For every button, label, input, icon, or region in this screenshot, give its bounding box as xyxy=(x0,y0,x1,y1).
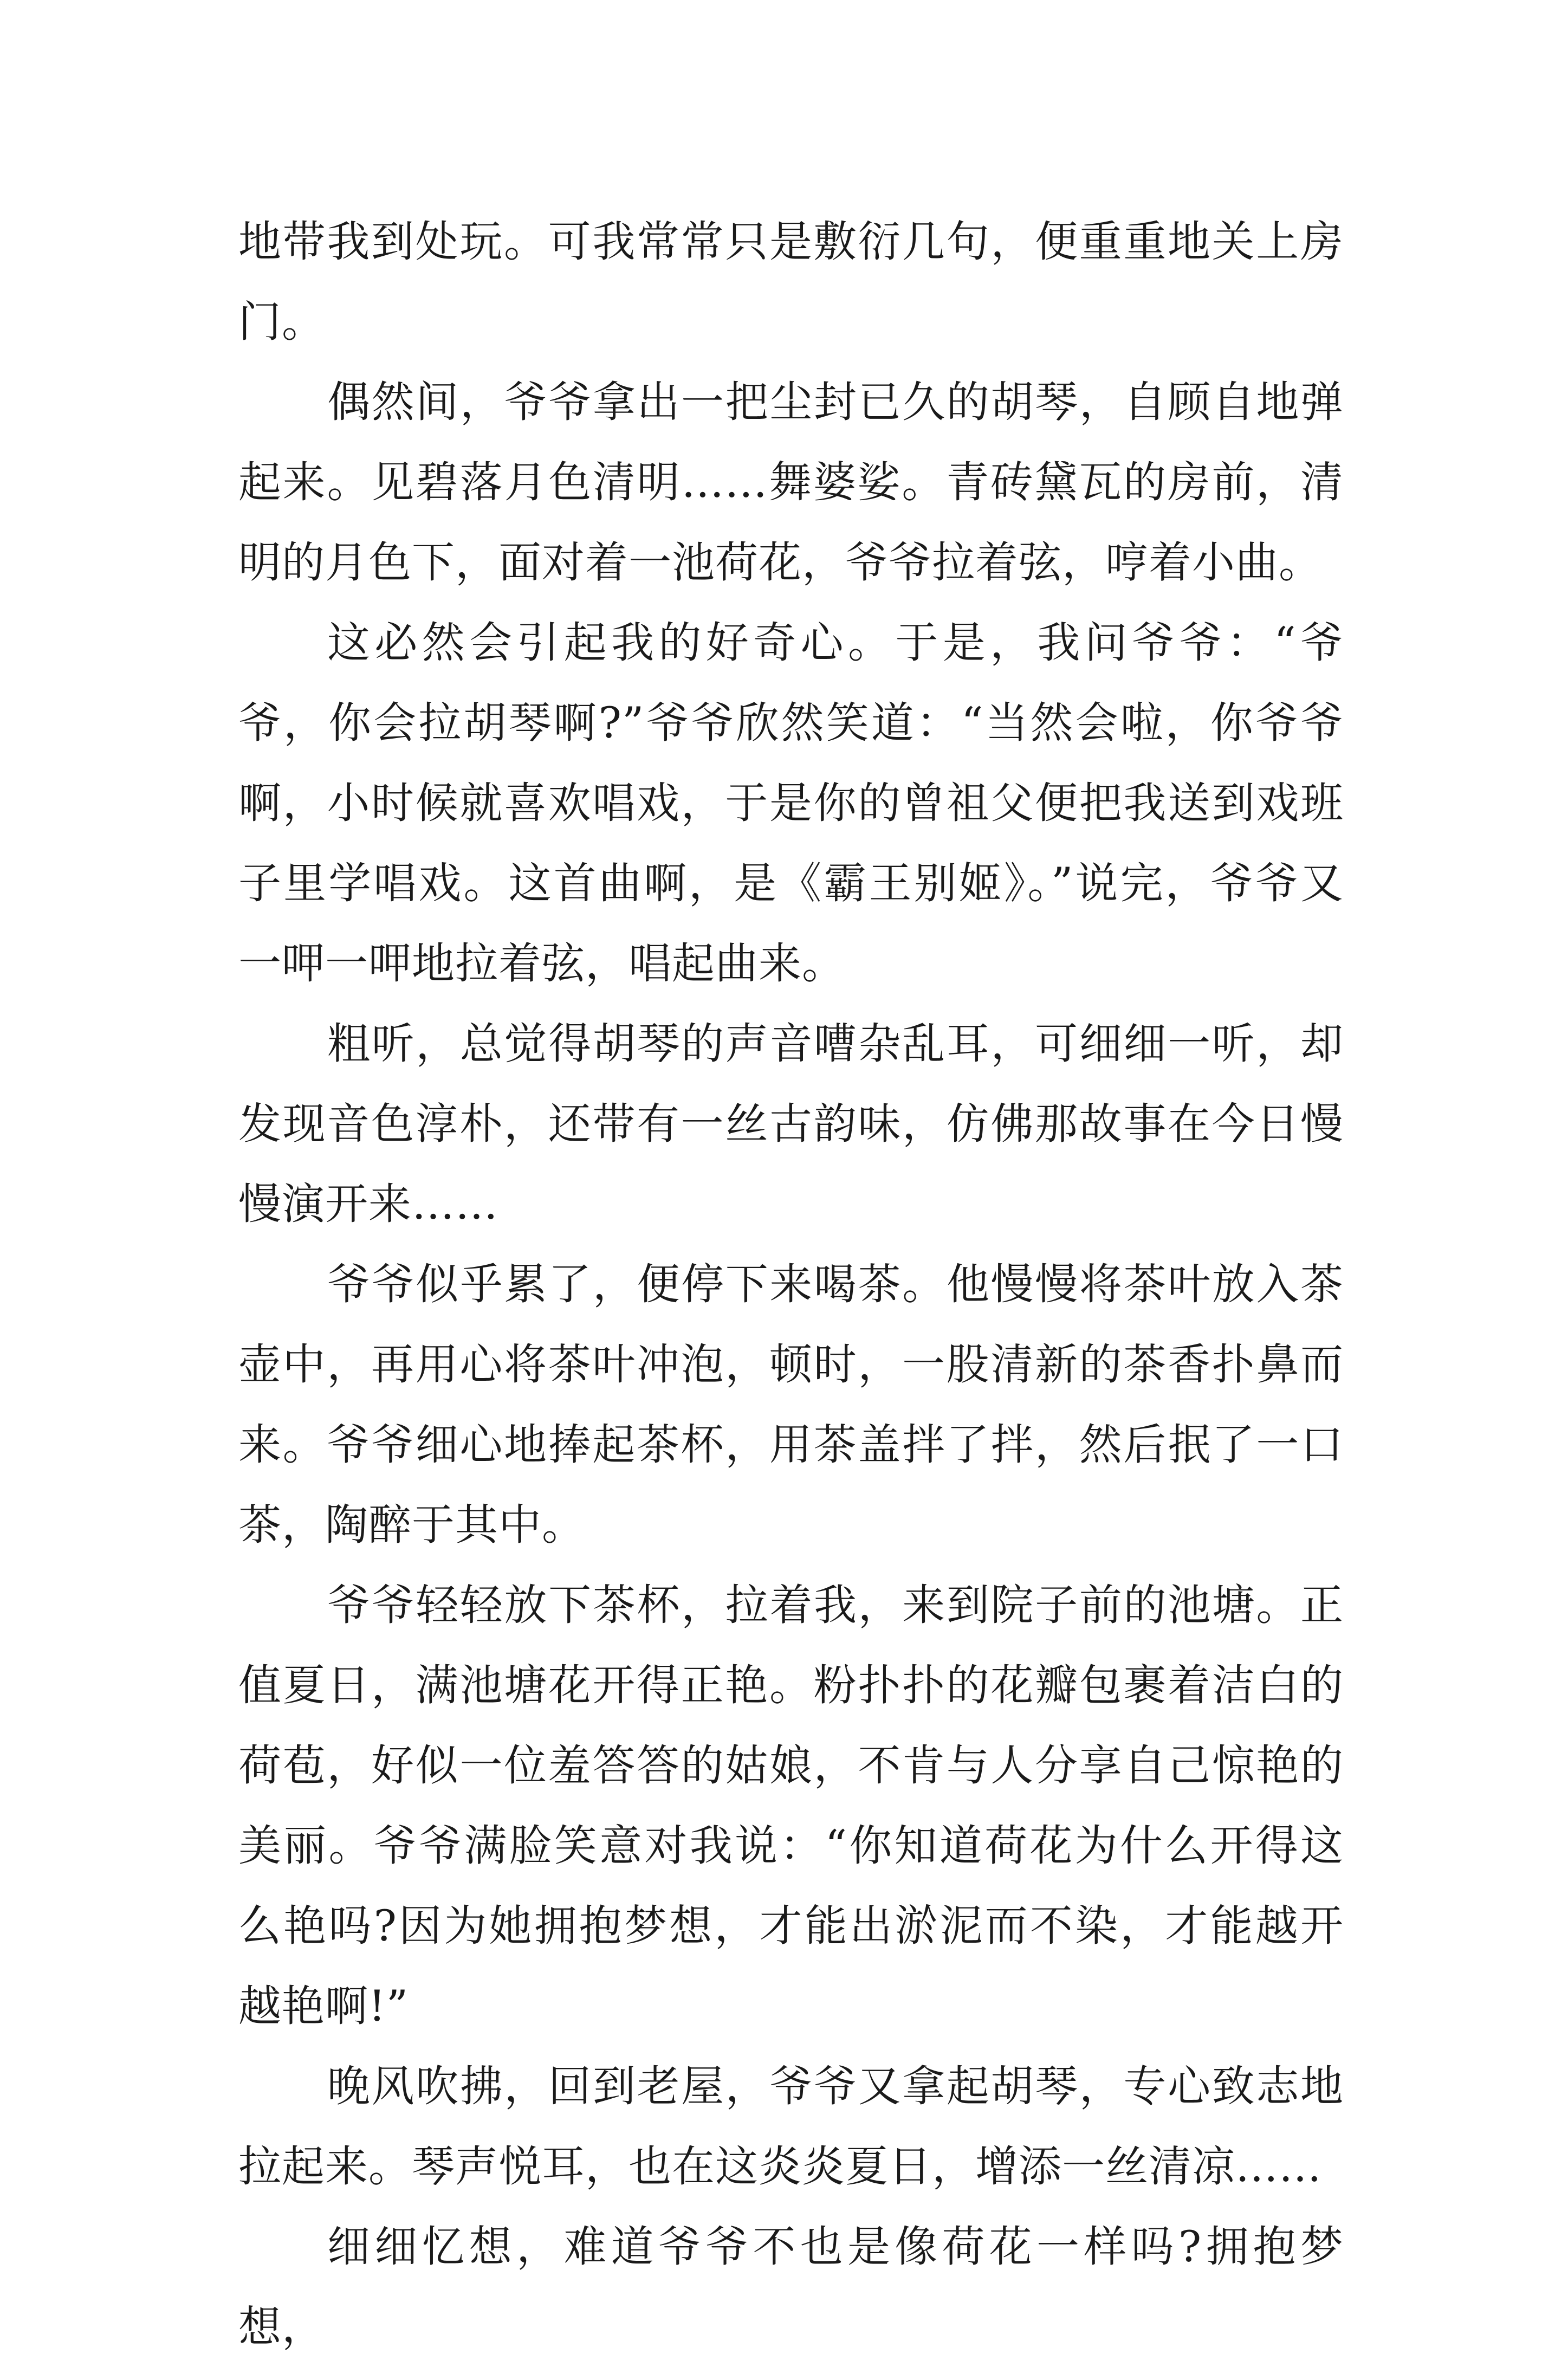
paragraph-reflection: 细细忆想，难道爷爷不也是像荷花一样吗?拥抱梦想， xyxy=(238,2222,1344,2352)
paragraph-evening: 晚风吹拂，回到老屋，爷爷又拿起胡琴，专心致志地拉起来。琴声悦耳，也在这炎炎夏日，增添一丝清凉…… xyxy=(238,2061,1344,2191)
paragraph-pond: 爷爷轻轻放下茶杯，拉着我，来到院子前的池塘。正值夏日，满池塘花开得正艳。粉扑扑的花瓣包裹着洁白的荷苞，好似一位羞答答的姑娘，不肯与人分享自己惊艳的美丽。爷爷满脸笑意对我说：“你知道荷花为什么开得这么艳吗?因为她拥抱梦想，才能出淤泥而不染，才能越开越艳啊!” xyxy=(238,1580,1344,2031)
article-body xyxy=(238,202,1344,2367)
paragraph-continued: 地带我到处玩。可我常常只是敷衍几句，便重重地关上房门。 xyxy=(238,217,1344,347)
paragraph-huqin-intro: 偶然间，爷爷拿出一把尘封已久的胡琴，自顾自地弹起来。见碧落月色清明……舞婆娑。青砖黛瓦的房前，清明的月色下，面对着一池荷花，爷爷拉着弦，哼着小曲。 xyxy=(238,377,1344,587)
paragraph-curiosity: 这必然会引起我的好奇心。于是，我问爷爷：“爷爷，你会拉胡琴啊?”爷爷欣然笑道：“当然会啦，你爷爷啊，小时候就喜欢唱戏，于是你的曾祖父便把我送到戏班子里学唱戏。这首曲啊，是《霸王别姬》。”说完，爷爷又一呷一呷地拉着弦，唱起曲来。 xyxy=(238,618,1344,988)
paragraph-sound: 粗听，总觉得胡琴的声音嘈杂乱耳，可细细一听，却发现音色淳朴，还带有一丝古韵味，仿佛那故事在今日慢慢演开来…… xyxy=(238,1019,1344,1229)
paragraph-tea: 爷爷似乎累了，便停下来喝茶。他慢慢将茶叶放入茶壶中，再用心将茶叶冲泡，顿时，一股清新的茶香扑鼻而来。爷爷细心地捧起茶杯，用茶盖拌了拌，然后抿了一口茶，陶醉于其中。 xyxy=(238,1259,1344,1550)
